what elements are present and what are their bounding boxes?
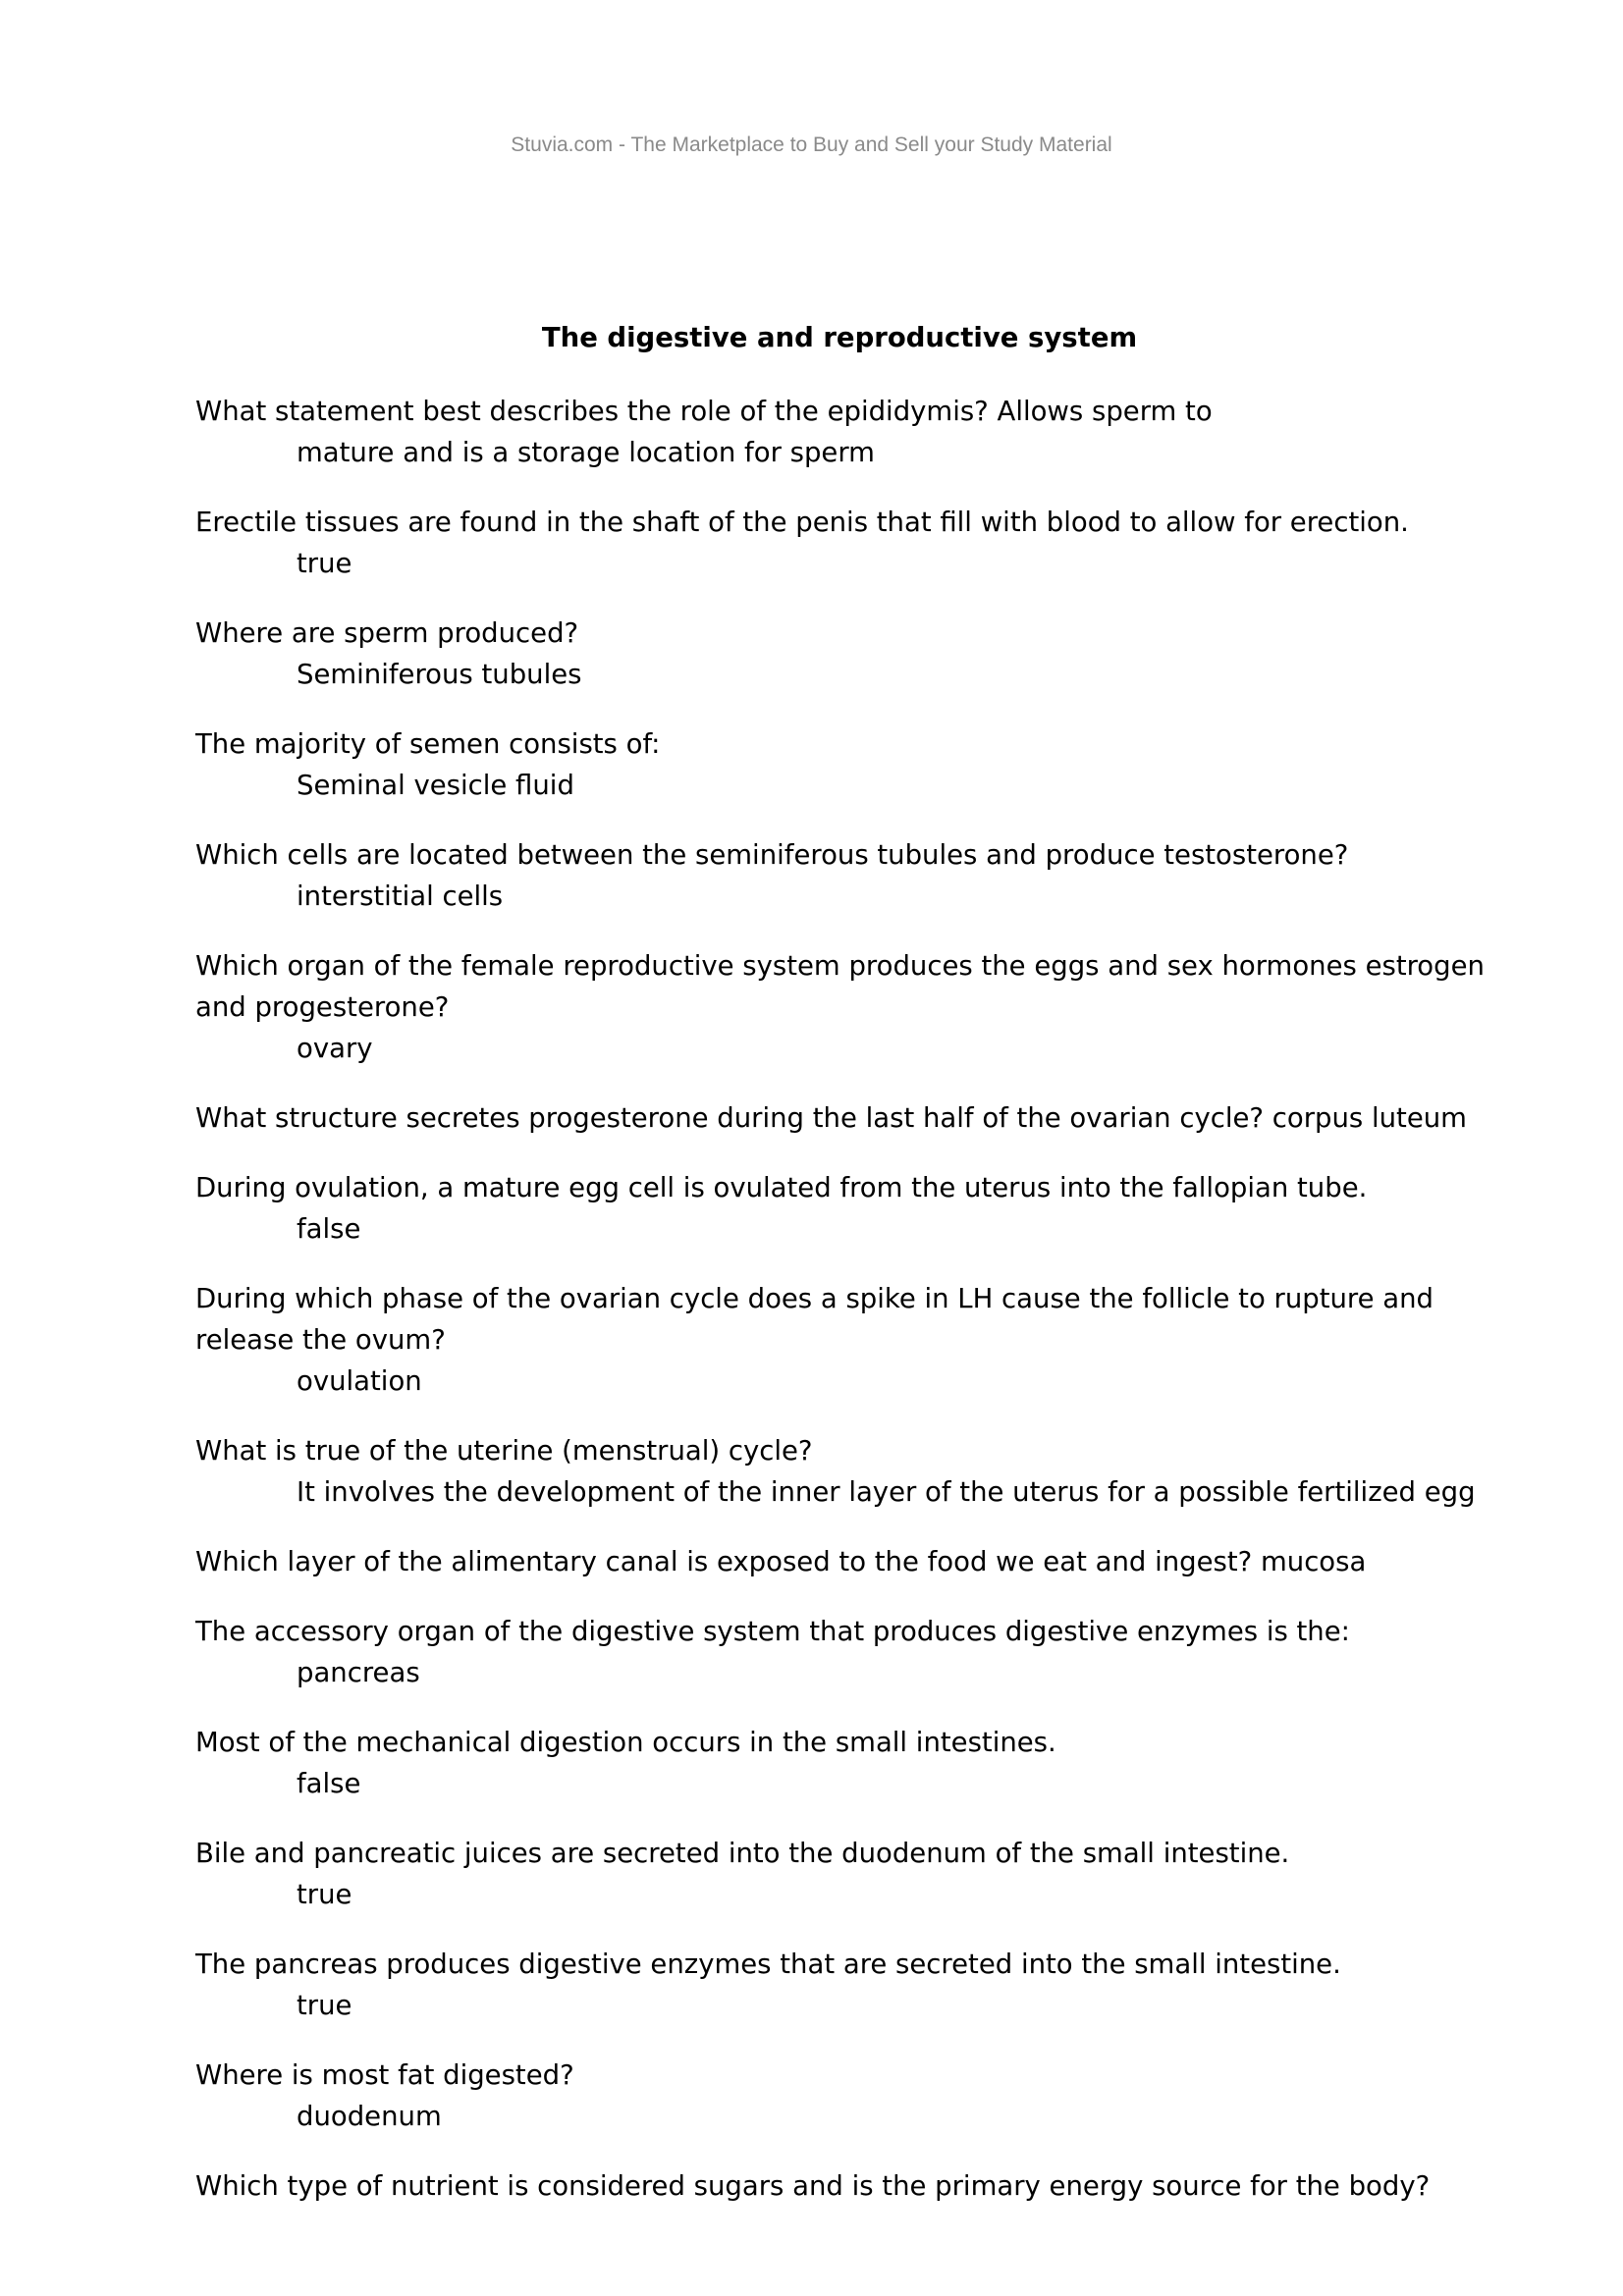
- qa-item: [195, 1944, 1511, 2026]
- qa-item: [195, 391, 1511, 473]
- qa-item: [195, 1541, 1511, 1582]
- question-text: Most of the mechanical digestion occurs in the small intestines.: [195, 1727, 1056, 1758]
- question-text: The majority of semen consists of:: [195, 728, 661, 760]
- answer-text: duodenum: [297, 2101, 442, 2132]
- answer-text: It involves the development of the inner layer of the uterus for a possible fertilized egg: [297, 1476, 1476, 1508]
- answer-text: Seminal vesicle fluid: [297, 770, 574, 801]
- question-text: Which organ of the female reproductive system produces the eggs and sex hormones estrogen and progesterone?: [195, 950, 1485, 1023]
- answer-text: ovary: [297, 1033, 373, 1064]
- qa-item: [195, 613, 1511, 695]
- qa-item: [195, 2165, 1511, 2207]
- question-text: Which type of nutrient is considered sugars and is the primary energy source for the body?: [195, 2170, 1431, 2202]
- qa-item: [195, 723, 1511, 806]
- answer-text: interstitial cells: [297, 881, 504, 912]
- qa-item: [195, 1722, 1511, 1804]
- answer-text: mature and is a storage location for sperm: [297, 437, 875, 468]
- qa-item: [195, 1430, 1511, 1513]
- question-text: What is true of the uterine (menstrual) cycle?: [195, 1435, 813, 1467]
- question-text: Bile and pancreatic juices are secreted into the duodenum of the small intestine.: [195, 1838, 1290, 1869]
- answer-text: pancreas: [297, 1657, 420, 1688]
- qa-item: [195, 2055, 1511, 2137]
- qa-item: [195, 834, 1511, 917]
- qa-item: [195, 945, 1511, 1069]
- answer-text: true: [297, 1990, 352, 2021]
- watermark-header: Stuvia.com - The Marketplace to Buy and Sell your Study Material: [511, 133, 1112, 156]
- qa-item: [195, 1278, 1511, 1402]
- question-text: What structure secretes progesterone during the last half of the ovarian cycle? corpus luteum: [195, 1102, 1467, 1134]
- answer-text: true: [297, 1879, 352, 1910]
- question-text: Where are sperm produced?: [195, 617, 579, 649]
- answer-text: Seminiferous tubules: [297, 659, 582, 690]
- qa-item: [195, 1833, 1511, 1915]
- answer-text: true: [297, 548, 352, 579]
- answer-text: false: [297, 1768, 361, 1799]
- question-text: The pancreas produces digestive enzymes that are secreted into the small intestine.: [195, 1949, 1341, 1980]
- qa-item: [195, 1611, 1511, 1693]
- question-text: Which cells are located between the seminiferous tubules and produce testosterone?: [195, 839, 1349, 871]
- question-answer-list: [195, 391, 1511, 2235]
- qa-item: [195, 1097, 1511, 1139]
- question-text: Which layer of the alimentary canal is exposed to the food we eat and ingest? mucosa: [195, 1546, 1367, 1577]
- document-title: The digestive and reproductive system: [541, 322, 1138, 353]
- question-text: Where is most fat digested?: [195, 2059, 574, 2091]
- qa-item: [195, 502, 1511, 584]
- question-text: What statement best describes the role of the epididymis? Allows sperm to: [195, 396, 1213, 427]
- question-text: Erectile tissues are found in the shaft of the penis that fill with blood to allow for erection.: [195, 507, 1409, 538]
- qa-item: [195, 1167, 1511, 1250]
- answer-text: ovulation: [297, 1365, 422, 1397]
- question-text: During ovulation, a mature egg cell is ovulated from the uterus into the fallopian tube.: [195, 1172, 1368, 1203]
- question-text: During which phase of the ovarian cycle does a spike in LH cause the follicle to rupture and release the ovum?: [195, 1283, 1434, 1356]
- question-text: The accessory organ of the digestive system that produces digestive enzymes is the:: [195, 1616, 1350, 1647]
- answer-text: false: [297, 1213, 361, 1245]
